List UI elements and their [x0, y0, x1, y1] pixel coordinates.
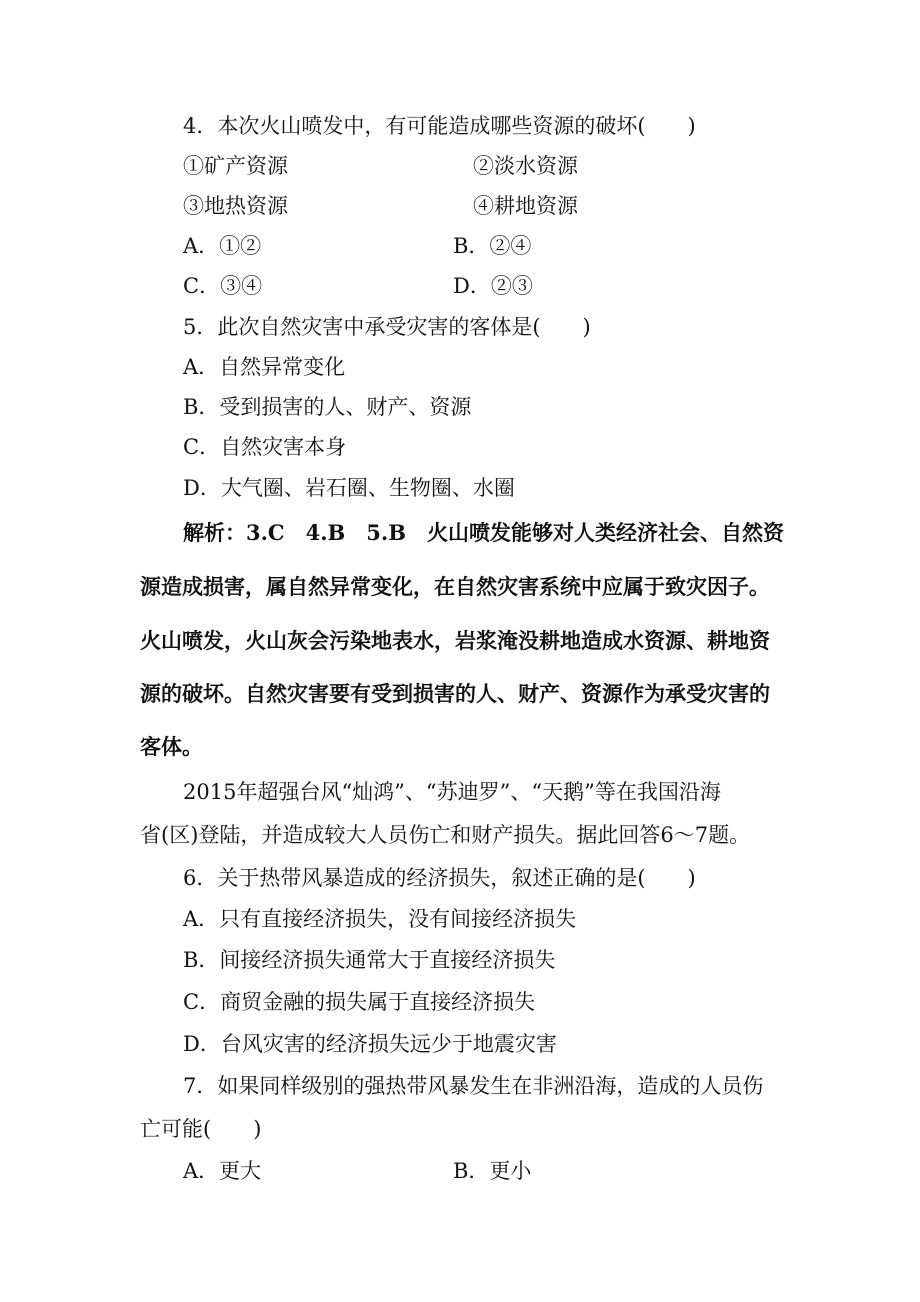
q4-item-1: ①矿产资源: [183, 154, 288, 178]
analysis-line-2: 源造成损害，属自然异常变化，在自然灾害系统中应属于致灾因子。: [140, 575, 770, 599]
q4-option-b: B．②④: [453, 234, 532, 258]
q7-option-a: A．更大: [183, 1159, 262, 1183]
q4-item-4: ④耕地资源: [473, 194, 578, 218]
analysis-line-4: 源的破坏。自然灾害要有受到损害的人、财产、资源作为承受灾害的: [140, 682, 770, 706]
q5-option-d: D．大气圈、岩石圈、生物圈、水圈: [183, 476, 515, 500]
q7-option-b: B．更小: [453, 1159, 532, 1183]
q5-option-c: C．自然灾害本身: [183, 435, 347, 459]
q4-item-2: ②淡水资源: [473, 154, 578, 178]
q5-stem: 5．此次自然灾害中承受灾害的客体是( ): [183, 315, 591, 339]
intro-line-1: 2015年超强台风“灿鸿”、“苏迪罗”、“天鹅”等在我国沿海: [183, 780, 721, 804]
q4-option-d: D．②③: [453, 274, 533, 298]
q7-stem-line-2: 亡可能( ): [140, 1117, 262, 1141]
q7-stem-line-1: 7．如果同样级别的强热带风暴发生在非洲沿海，造成的人员伤: [183, 1074, 764, 1098]
q7-options-row: [183, 1157, 783, 1185]
q4-items-row-2: [183, 192, 783, 220]
q6-option-a: A．只有直接经济损失，没有间接经济损失: [183, 907, 577, 931]
q6-option-d: D．台风灾害的经济损失远少于地震灾害: [183, 1032, 557, 1056]
q4-option-a: A．①②: [183, 234, 262, 258]
q6-option-c: C．商贸金融的损失属于直接经济损失: [183, 990, 536, 1014]
analysis-prefix: 解析：3.C 4.B 5.B: [183, 520, 427, 545]
analysis-text-1: 火山喷发能够对人类经济社会、自然资: [426, 521, 784, 545]
q5-option-b: B．受到损害的人、财产、资源: [183, 395, 472, 419]
q4-options-row-2: [183, 272, 783, 300]
q4-options-row-1: [183, 232, 783, 260]
intro-line-2: 省(区)登陆，并造成较大人员伤亡和财产损失。据此回答6～7题。: [140, 823, 751, 847]
q4-option-c: C．③④: [183, 274, 263, 298]
analysis-line-1: [183, 519, 784, 547]
analysis-line-3: 火山喷发，火山灰会污染地表水，岩浆淹没耕地造成水资源、耕地资: [140, 629, 770, 653]
q4-items-row-1: [183, 152, 783, 180]
q6-stem: 6．关于热带风暴造成的经济损失，叙述正确的是( ): [183, 866, 696, 890]
q6-option-b: B．间接经济损失通常大于直接经济损失: [183, 948, 556, 972]
analysis-line-5: 客体。: [140, 735, 203, 759]
q4-item-3: ③地热资源: [183, 194, 288, 218]
q5-option-a: A．自然异常变化: [183, 355, 346, 379]
q4-stem: 4．本次火山喷发中，有可能造成哪些资源的破坏( ): [183, 114, 696, 138]
